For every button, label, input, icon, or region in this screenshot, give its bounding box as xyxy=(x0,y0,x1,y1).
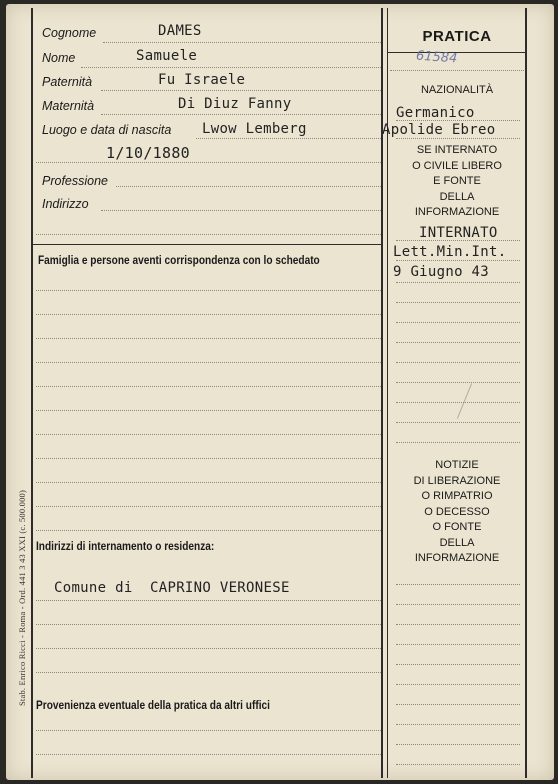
luogo-data-nascita-label: Luogo e data di nascita xyxy=(42,123,172,137)
dotted-line xyxy=(396,624,520,625)
pencil-mark xyxy=(457,383,472,419)
paternita-label: Paternità xyxy=(42,75,93,89)
pratica-number: 61584 xyxy=(415,48,458,67)
dotted-line xyxy=(36,482,381,483)
dotted-line xyxy=(396,322,520,323)
notizie-label-line: DELLA xyxy=(439,536,475,549)
header-separator-line xyxy=(31,244,382,245)
nome-value: Samuele xyxy=(136,48,198,64)
dotted-line xyxy=(36,234,381,235)
dotted-line xyxy=(36,458,381,459)
internato-label-line: DELLA xyxy=(439,190,475,203)
dotted-line xyxy=(101,90,381,91)
dotted-line xyxy=(396,382,520,383)
dotted-line xyxy=(396,764,520,765)
dotted-line xyxy=(36,648,381,649)
dotted-line xyxy=(101,210,381,211)
maternita-label: Maternità xyxy=(42,99,95,113)
dotted-line xyxy=(36,672,381,673)
dotted-line xyxy=(196,138,381,139)
nome-label: Nome xyxy=(42,51,76,65)
printer-imprint: Stab. Enrico Ricci - Roma - Ord. 441 3 43 XXI (c. 500.000) xyxy=(17,489,27,706)
dotted-line xyxy=(396,704,520,705)
pratica-heading: PRATICA xyxy=(422,28,492,45)
record-card xyxy=(6,4,554,780)
notizie-label-line: O FONTE xyxy=(432,521,482,533)
dotted-line xyxy=(396,604,520,605)
internato-label-line: O CIVILE LIBERO xyxy=(412,159,502,172)
professione-label: Professione xyxy=(42,174,109,188)
dotted-line xyxy=(81,67,381,68)
dotted-line xyxy=(396,138,520,139)
dotted-line xyxy=(116,186,381,187)
internato-value-1: INTERNATO xyxy=(419,225,498,241)
dotted-line xyxy=(396,422,520,423)
nazionalita-label: NAZIONALITÀ xyxy=(420,84,494,96)
notizie-label-block xyxy=(387,458,527,567)
dotted-line xyxy=(101,114,381,115)
dotted-line xyxy=(396,664,520,665)
famiglia-heading: Famiglia e persone aventi corrispondenza con lo schedato xyxy=(38,255,320,267)
dotted-line xyxy=(36,730,381,731)
dotted-line xyxy=(36,314,381,315)
internamento-value: Comune di CAPRINO VERONESE xyxy=(54,580,290,596)
notizie-label-line: O DECESSO xyxy=(424,505,490,518)
internato-label-line: INFORMAZIONE xyxy=(414,206,500,218)
internato-label-block xyxy=(387,143,527,221)
nazionalita-value-2: Apolide Ebreo xyxy=(382,122,496,138)
right-border-line xyxy=(525,8,527,778)
notizie-label-line: NOTIZIE xyxy=(435,459,479,471)
cognome-label: Cognome xyxy=(42,26,97,40)
dotted-line xyxy=(36,386,381,387)
internato-value-2: Lett.Min.Int. xyxy=(393,244,507,260)
nazionalita-value-1: Germanico xyxy=(396,105,475,121)
dotted-line xyxy=(396,342,520,343)
dotted-line xyxy=(396,644,520,645)
dotted-line xyxy=(36,410,381,411)
dotted-line xyxy=(396,684,520,685)
data-nascita-value: 1/10/1880 xyxy=(106,144,190,162)
dotted-line xyxy=(36,754,381,755)
notizie-label-line: O RIMPATRIO xyxy=(421,490,493,502)
dotted-line xyxy=(396,724,520,725)
dotted-line xyxy=(396,442,520,443)
dotted-line xyxy=(36,506,381,507)
dotted-line xyxy=(396,282,520,283)
left-border-line xyxy=(31,8,33,778)
dotted-line xyxy=(103,42,381,43)
cognome-value: DAMES xyxy=(158,23,202,39)
dotted-line xyxy=(396,584,520,585)
dotted-line xyxy=(36,600,381,601)
internato-label-line: SE INTERNATO xyxy=(416,144,498,156)
internato-value-3: 9 Giugno 43 xyxy=(393,264,490,280)
dotted-line xyxy=(396,260,520,261)
paternita-value: Fu Israele xyxy=(158,72,246,88)
dotted-line xyxy=(36,162,381,163)
provenienza-heading: Provenienza eventuale della pratica da altri uffici xyxy=(36,700,270,712)
internamento-heading: Indirizzi di internamento o residenza: xyxy=(36,541,215,553)
dotted-line xyxy=(396,402,520,403)
dotted-line xyxy=(390,70,524,71)
luogo-nascita-value: Lwow Lemberg xyxy=(202,121,307,137)
notizie-label-line: INFORMAZIONE xyxy=(414,552,500,564)
dotted-line xyxy=(396,744,520,745)
dotted-line xyxy=(36,530,381,531)
dotted-line xyxy=(396,362,520,363)
notizie-label-line: DI LIBERAZIONE xyxy=(413,474,501,487)
internato-label-line: E FONTE xyxy=(433,175,481,187)
indirizzo-label: Indirizzo xyxy=(42,197,89,211)
maternita-value: Di Diuz Fanny xyxy=(178,96,292,112)
dotted-line xyxy=(36,290,381,291)
dotted-line xyxy=(36,624,381,625)
dotted-line xyxy=(36,338,381,339)
dotted-line xyxy=(36,434,381,435)
dotted-line xyxy=(396,302,520,303)
dotted-line xyxy=(36,362,381,363)
